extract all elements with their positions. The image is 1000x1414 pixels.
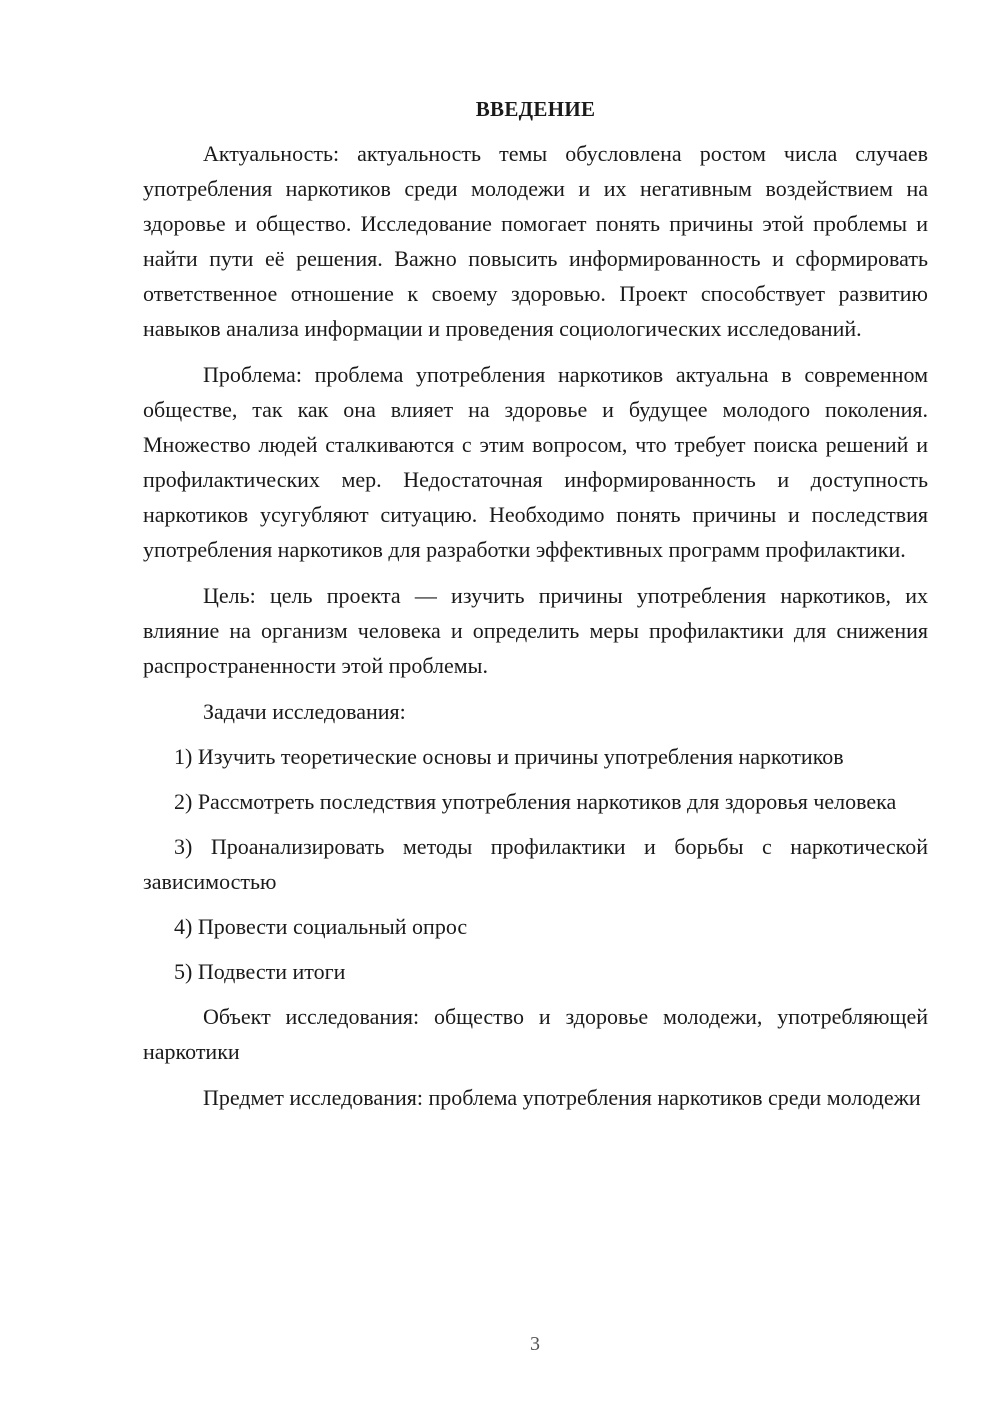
object-paragraph: Объект исследования: общество и здоровье молодежи, употребляющей наркотики xyxy=(143,1004,928,1064)
goal-paragraph: Цель: цель проекта — изучить причины употребления наркотиков, их влияние на организм человека и определить меры профилактики для снижения распространенности этой проблемы. xyxy=(143,583,928,678)
task-item-2: 2) Рассмотреть последствия употребления наркотиков для здоровья человека xyxy=(174,789,897,814)
task-item-3: 3) Проанализировать методы профилактики и борьбы с наркотической зависимостью xyxy=(143,834,928,894)
task-item-4: 4) Провести социальный опрос xyxy=(174,914,468,939)
document-page xyxy=(143,92,928,1126)
subject-paragraph: Предмет исследования: проблема употребления наркотиков среди молодежи xyxy=(203,1085,921,1110)
relevance-paragraph: Актуальность: актуальность темы обусловлена ростом числа случаев употребления наркотиков среди молодежи и их негативным воздействием на здоровье и общество. Исследование помогает понять причины этой проблемы и найти пути её решения. Важно повысить информированность и сформировать ответственное отношение к своему здоровью. Проект способствует развитию навыков анализа информации и проведения социологических исследований. xyxy=(143,141,928,341)
tasks-heading: Задачи исследования: xyxy=(203,699,406,724)
problem-paragraph: Проблема: проблема употребления наркотиков актуальна в современном обществе, так как она влияет на здоровье и будущее молодого поколения. Множество людей сталкиваются с этим вопросом, что требует поиска решений и профилактических мер. Недостаточная информированность и доступность наркотиков усугубляют ситуацию. Необходимо понять причины и последствия употребления наркотиков для разработки эффективных программ профилактики. xyxy=(143,362,928,562)
task-item-1: 1) Изучить теоретические основы и причины употребления наркотиков xyxy=(174,744,844,769)
section-title: ВВЕДЕНИЕ xyxy=(475,97,596,121)
task-item-5: 5) Подвести итоги xyxy=(174,959,346,984)
page-number: 3 xyxy=(530,1333,540,1355)
